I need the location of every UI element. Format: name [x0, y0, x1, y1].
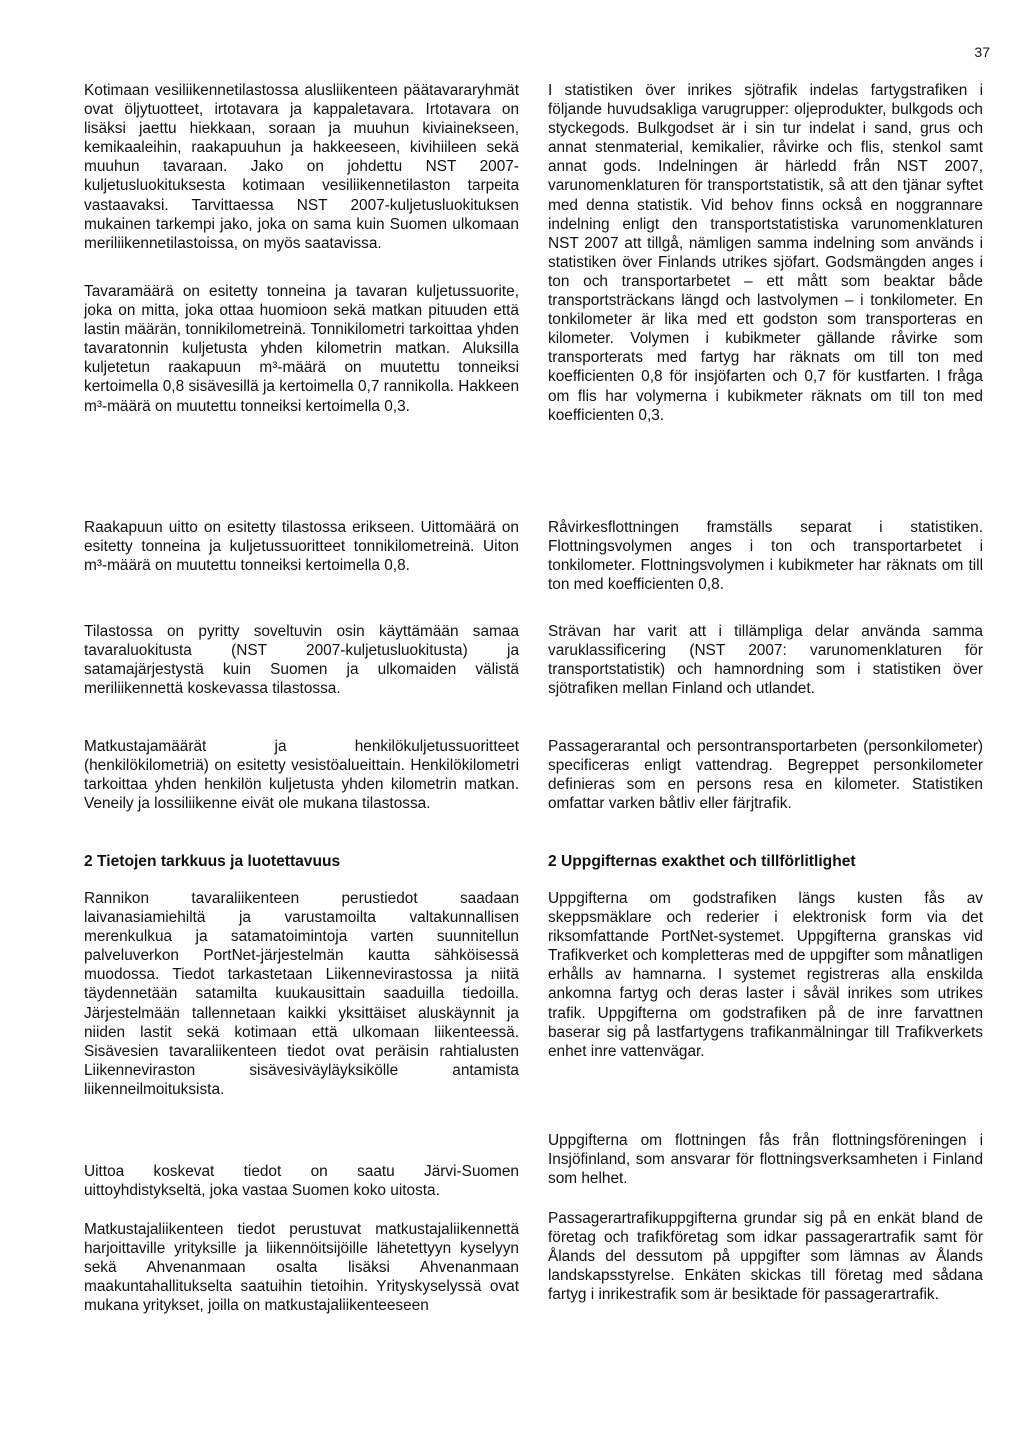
fi-sources-paragraph — [84, 889, 519, 1099]
fi-paragraph-7: Uittoa koskevat tiedot on saatu Järvi-Suomen uittoyhdistykseltä, joka vastaa Suomen koko uitosta. — [84, 1163, 519, 1200]
fi-passengers-paragraph — [84, 737, 519, 813]
fi-heading: 2 Tietojen tarkkuus ja luotettavuus — [84, 853, 341, 870]
fi-paragraph-2: Tavaramäärä on esitetty tonneina ja tavaran kuljetussuorite, joka on mitta, joka ottaa huomioon sekä matkan pituuden että lastin määrän, tonnikilometreinä. Tonnikilometri tarkoittaa yhden tavaratonnin kuljetusta yhden kilometrin matkan. Aluksilla kuljetetun raakapuun m³-määrä on muutettu tonneiksi kertoimella 0,8 sisävesillä ja kertoimella 0,7 rannikolla. Hakkeen m³-määrä on muutettu tonneiksi kertoimella 0,3. — [84, 283, 519, 415]
sv-classification-paragraph — [548, 622, 983, 698]
sv-heading: 2 Uppgifternas exakthet och tillförlitlighet — [548, 853, 856, 870]
sv-paragraph-3: Strävan har varit att i tillämpliga delar använda samma varuklassificering (NST 2007: varunomenklaturen för transportstatistik) och hamnordning som i statistiken över sjötrafiken mellan Finland och utlandet. — [548, 623, 983, 698]
sv-passenger-source-paragraph — [548, 1209, 983, 1304]
fi-passenger-source-paragraph — [84, 1220, 519, 1315]
sv-paragraph-4: Passagerarantal och persontransportarbeten (personkilometer) specificeras enligt vattendrag. Begreppet personkilometer definieras som en persons resa en kilometer. Statistiken omfattar varken båtliv eller färjtrafik. — [548, 738, 983, 813]
sv-paragraph-5: Uppgifterna om godstrafiken längs kusten fås av skeppsmäklare och rederier i elektronisk form via det riksomfattande PortNet-systemet. Uppgifterna granskas vid Trafikverket och kompletteras med de uppgifter som månatligen erhålls av hamnarna. I systemet registreras alla enskilda ankomna fartyg och deras laster i såväl inrikes som utrikes trafik. Uppgifterna om godstrafiken på de inre farvattnen baserar sig på lastfartygens trafikanmälningar till Trafikverkets enhet inre vattenvägar. — [548, 890, 983, 1060]
fi-tonnage-paragraph — [84, 282, 519, 416]
fi-floating-source-paragraph — [84, 1162, 519, 1200]
fi-paragraph-6: Rannikon tavaraliikenteen perustiedot saadaan laivanasiamiehiltä ja varustamoilta valtakunnallisen merenkulkua ja satamatoimintoja varten suunnitellun palveluverkon PortNet-järjestelmän kautta sähköisessä muodossa. Tiedot tarkastetaan Liikennevirastossa ja niitä täydennetään satamilta kuukausittain saaduilla tiedoilla. Järjestelmään tallennetaan kaikki yksittäiset aluskäynnit ja niiden lastit sekä kotimaan että ulkomaan liikenteessä. Sisävesien tavaraliikenteen tiedot ovat peräisin rahtialusten Liikenneviraston sisävesiväyläyksikölle antamista liikenneilmoituksista. — [84, 890, 519, 1098]
fi-paragraph-8: Matkustajaliikenteen tiedot perustuvat matkustajaliikennettä harjoittaville yrityksille ja liikennöitsijöille lähetettyyn kyselyyn sekä Ahvenanmaan osalta lisäksi Ahvenanmaan maakuntahallitukselta saatuihin tietoihin. Yrityskyselyssä ovat mukana yritykset, joilla on matkustajaliikenteeseen — [84, 1221, 519, 1315]
fi-section-heading — [84, 852, 519, 872]
sv-paragraph-1: I statistiken över inrikes sjötrafik indelas fartygstrafiken i följande huvudsakliga varugrupper: oljeprodukter, bulkgods och styckegods. Bulkgodset är i sin tur indelat i sand, grus och annat stenmaterial, kemikalier, råvirke och flis, stenkol samt annat gods. Indelningen är härledd från NST 2007, varunomenklaturen för transportstatistik, så att den tjänar syftet med denna statistik. Vid behov finns också en noggrannare indelning enligt den transportstatistiska varunomenklaturen NST 2007 att tillgå, nämligen samma indelning som används i statistiken över Finlands utrikes sjöfart. Godsmängden anges i ton och transportarbetet – ett mått som beaktar både transportsträckans längd och lastvolymen – i tonkilometer. En tonkilometer är lika med ett godston som transporteras en kilometer. Volymen i kubikmeter gällande råvirke som transporterats med fartyg har räknats om till ton med koefficienten 0,8 för insjöfarten och 0,7 för kustfarten. I fråga om flis har volymerna i kubikmeter räknats om till ton med koefficienten 0,3. — [548, 82, 983, 424]
fi-goods-groups-paragraph — [84, 81, 519, 253]
sv-paragraph-6: Uppgifterna om flottningen fås från flottningsföreningen i Insjöfinland, som ansvarar för flottningsverksamheten i Finland som helhet. — [548, 1132, 983, 1188]
page-number: 37 — [974, 44, 990, 60]
sv-goods-groups-paragraph — [548, 81, 983, 425]
sv-floating-source-paragraph — [548, 1131, 983, 1188]
sv-paragraph-2: Råvirkesflottningen framställs separat i statistiken. Flottningsvolymen anges i ton och transportarbetet i tonkilometer. Flottningsvolymen i kubikmeter har räknats om till ton med koefficienten 0,8. — [548, 519, 983, 594]
sv-floating-paragraph — [548, 518, 983, 594]
sv-sources-paragraph — [548, 889, 983, 1061]
fi-paragraph-4: Tilastossa on pyritty soveltuvin osin käyttämään samaa tavaraluokitusta (NST 2007-kuljetusluokitusta) ja satamajärjestystä kuin Suomen ja ulkomaiden välistä meriliikennettä koskevassa tilastossa. — [84, 623, 519, 698]
fi-paragraph-5: Matkustajamäärät ja henkilökuljetussuoritteet (henkilökilometriä) on esitetty vesistöalueittain. Henkilökilometri tarkoittaa yhden henkilön kuljetusta yhden kilometrin matkan. Veneily ja lossiliikenne eivät ole mukana tilastossa. — [84, 738, 519, 813]
fi-paragraph-1: Kotimaan vesiliikennetilastossa alusliikenteen päätavararyhmät ovat öljytuotteet, irtotavara ja kappaletavara. Irtotavara on lisäksi jaettu hiekkaan, soraan ja muuhun kiviainekseen, kemikaaleihin, raakapuuhun ja hakkeeseen, kivihiileen sekä muuhun tavaraan. Jako on johdettu NST 2007-kuljetusluokituksesta kotimaan vesiliikennetilaston tarpeita vastaavaksi. Tarvittaessa NST 2007-kuljetusluokituksen mukainen tarkempi jako, joka on sama kuin Suomen ulkomaan meriliikennetilastoissa, on myös saatavissa. — [84, 82, 519, 252]
sv-section-heading — [548, 852, 983, 872]
fi-paragraph-3: Raakapuun uitto on esitetty tilastossa erikseen. Uittomäärä on esitetty tonneina ja kuljetussuoritteet tonnikilometreinä. Uiton m³-määrä on muutettu tonneiksi kertoimella 0,8. — [84, 519, 519, 575]
sv-paragraph-7: Passagerartrafikuppgifterna grundar sig på en enkät bland de företag och trafikföretag som idkar passagerartrafik samt för Ålands del dessutom på uppgifter som lämnas av Ålands landskapsstyrelse. Enkäten skickas till företag med sådana fartyg i inrikestrafik som är besiktade för passagerartrafik. — [548, 1210, 983, 1304]
fi-floating-paragraph — [84, 518, 519, 575]
fi-classification-paragraph — [84, 622, 519, 698]
sv-passengers-paragraph — [548, 737, 983, 813]
